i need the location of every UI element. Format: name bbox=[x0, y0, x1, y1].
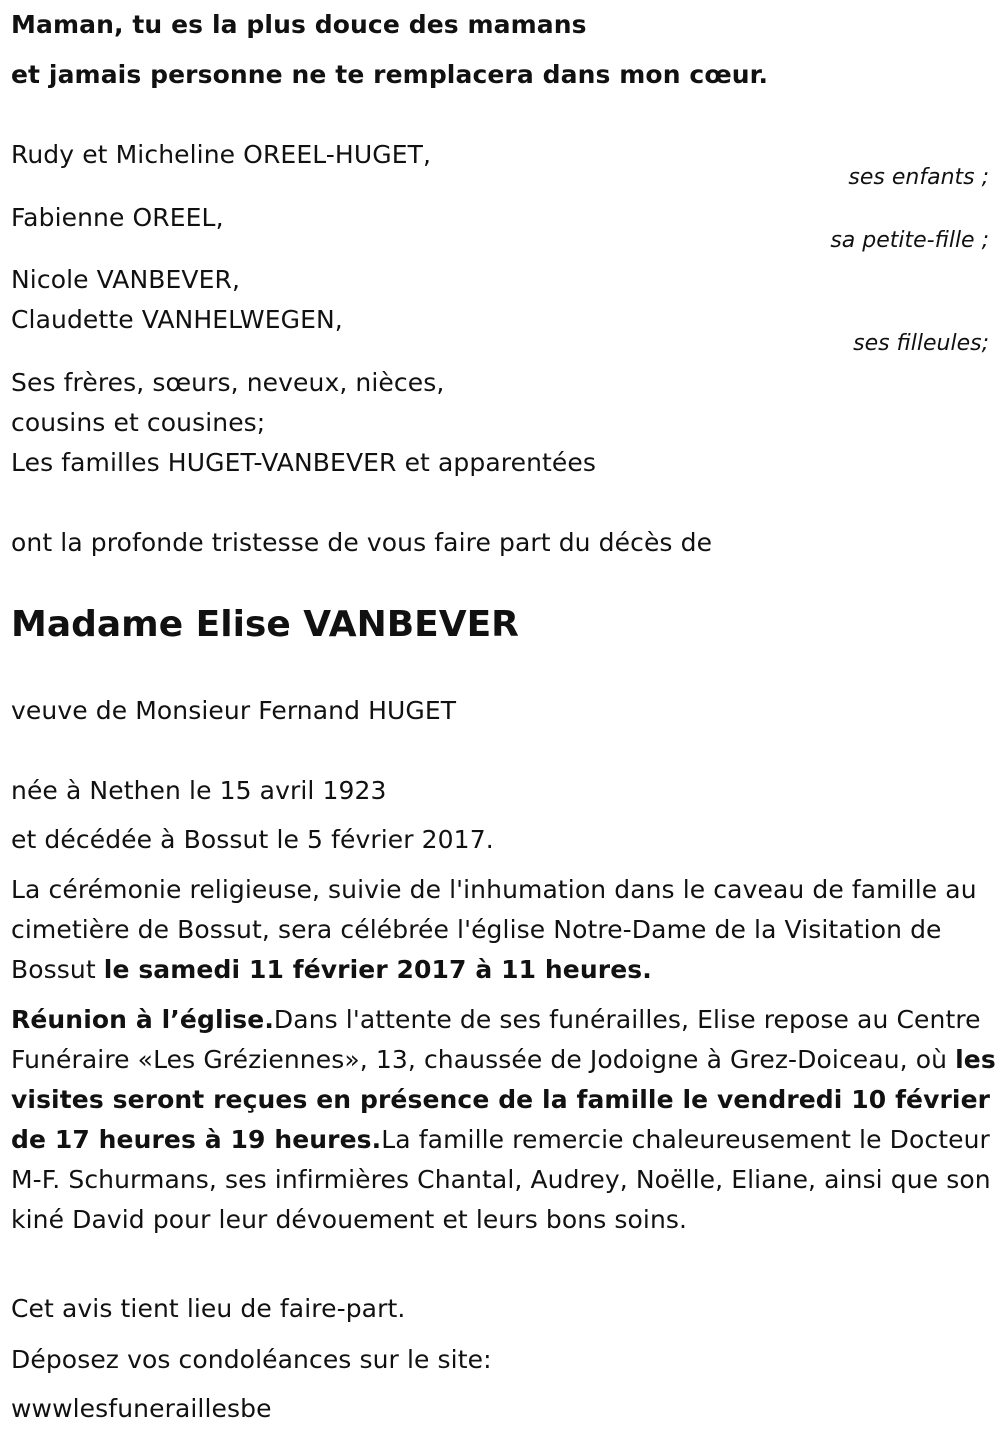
visits-hours: les visites seront reçues en présence de la famille le vendredi 10 février de 17 heures à 19 heures. bbox=[11, 1045, 996, 1154]
closing-condolences: Déposez vos condoléances sur le site: bbox=[11, 1345, 492, 1374]
closing-website: wwwlesfuneraillesbe bbox=[11, 1394, 272, 1423]
family-siblings-1: Ses frères, sœurs, neveux, nièces, bbox=[11, 368, 445, 397]
family-granddaughter-role: sa petite-fille ; bbox=[830, 228, 989, 253]
deceased-widow-of: veuve de Monsieur Fernand HUGET bbox=[11, 696, 457, 725]
family-granddaughter-name: Fabienne OREEL, bbox=[11, 203, 224, 232]
deceased-birth: née à Nethen le 15 avril 1923 bbox=[11, 776, 387, 805]
ceremony-text: La cérémonie religieuse, suivie de l'inhumation dans le caveau de famille au cimetière de Bossut, sera célébrée l'église Notre-Dame de la Visitation de Bossut bbox=[11, 875, 977, 984]
announcement: ont la profonde tristesse de vous faire part du décès de bbox=[11, 528, 713, 557]
family-goddaughter-1: Nicole VANBEVER, bbox=[11, 265, 241, 294]
deceased-death: et décédée à Bossut le 5 février 2017. bbox=[11, 825, 494, 854]
deceased-name: Madame Elise VANBEVER bbox=[11, 604, 519, 645]
family-siblings-2: cousins et cousines; bbox=[11, 408, 266, 437]
visits-text-2: La famille remercie chaleureusement le Docteur M-F. Schurmans, ses infirmières Chantal, Audrey, Noëlle, Eliane, ainsi que son kiné David pour leur dévouement et leurs bons soins. bbox=[11, 1125, 991, 1234]
meeting-note: Réunion à l’église. bbox=[11, 1005, 274, 1034]
epigraph-line-2: et jamais personne ne te remplacera dans mon cœur. bbox=[11, 60, 769, 89]
family-children-role: ses enfants ; bbox=[848, 165, 989, 190]
family-children-name: Rudy et Micheline OREEL-HUGET, bbox=[11, 140, 432, 169]
family-related-families: Les familles HUGET-VANBEVER et apparentées bbox=[11, 448, 597, 477]
closing-notice: Cet avis tient lieu de faire-part. bbox=[11, 1294, 406, 1323]
visits-text-1: Dans l'attente de ses funérailles, Elise repose au Centre Funéraire «Les Gréziennes», 13, chaussée de Jodoigne à Grez-Doiceau, où bbox=[11, 1005, 981, 1074]
ceremony-paragraph bbox=[11, 870, 996, 990]
family-goddaughters-role: ses filleules; bbox=[853, 331, 989, 356]
epigraph-line-1: Maman, tu es la plus douce des mamans bbox=[11, 10, 587, 39]
ceremony-date: le samedi 11 février 2017 à 11 heures. bbox=[103, 955, 652, 984]
visits-paragraph bbox=[11, 1000, 996, 1240]
family-goddaughter-2: Claudette VANHELWEGEN, bbox=[11, 305, 343, 334]
